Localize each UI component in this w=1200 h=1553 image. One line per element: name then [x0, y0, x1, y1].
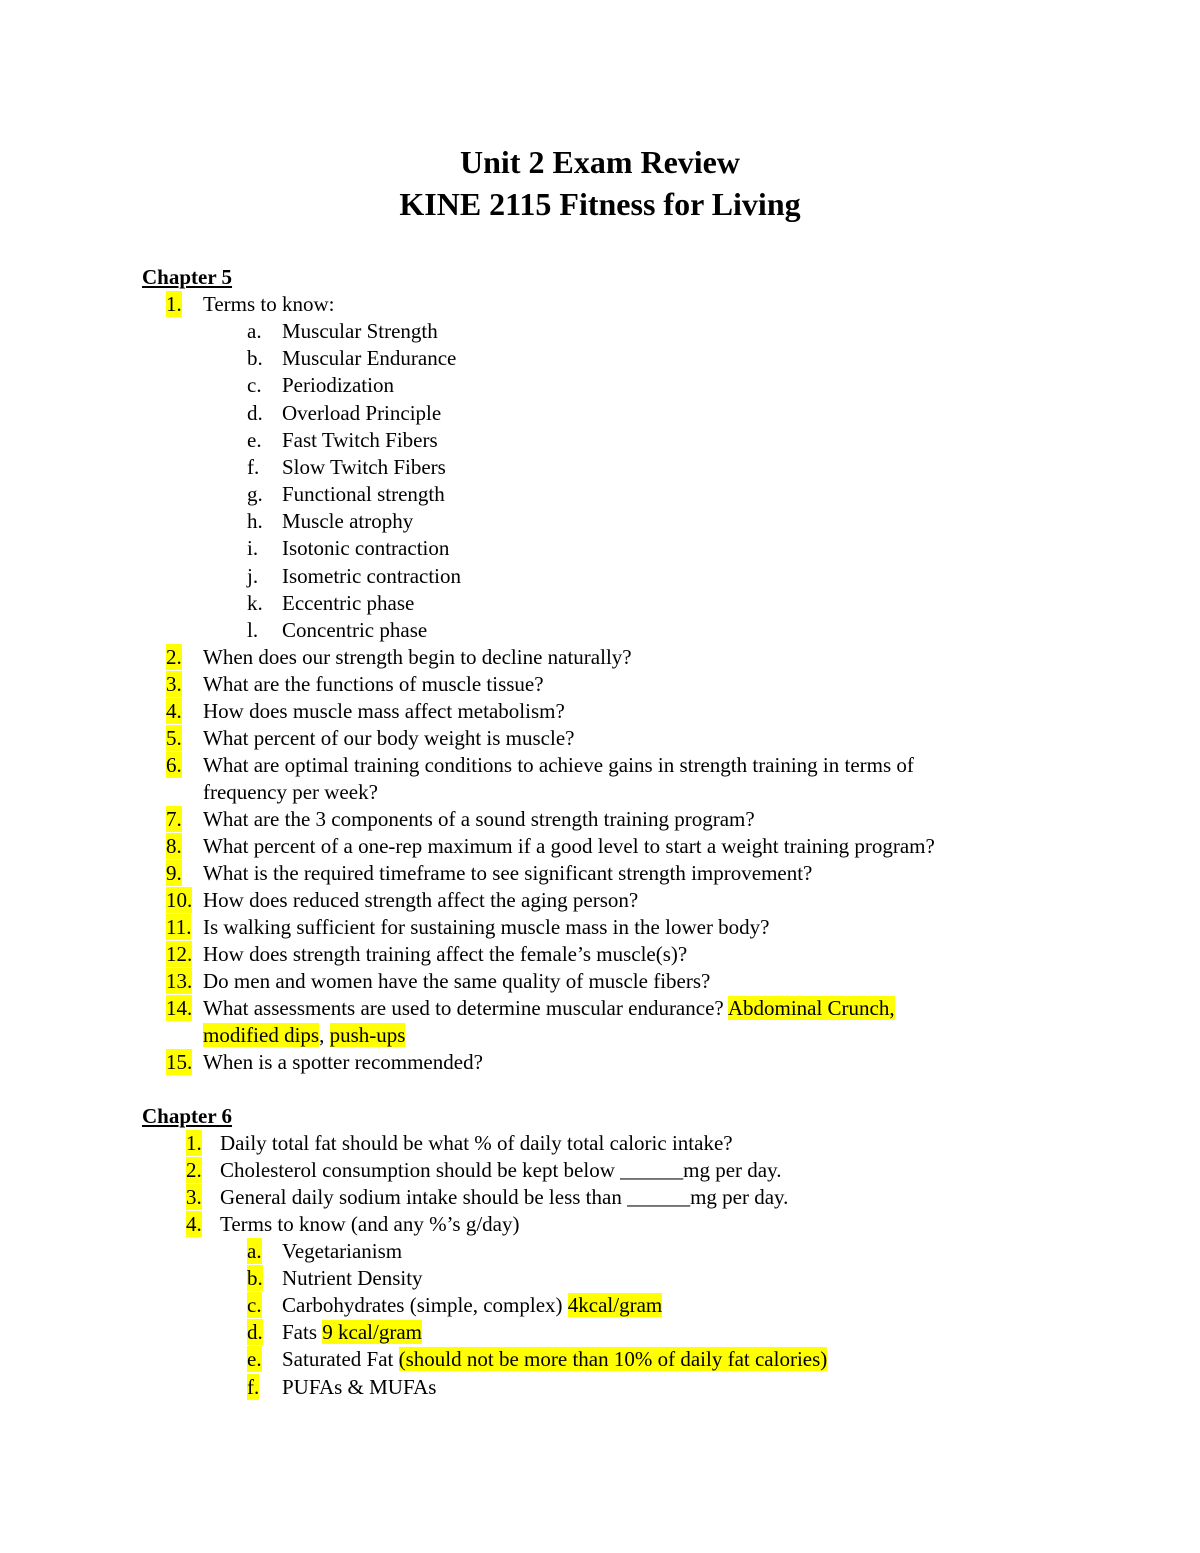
- ch5-q13-text: Do men and women have the same quality of muscle fibers?: [203, 969, 711, 993]
- ch5-q5-text: What percent of our body weight is muscle?: [203, 726, 575, 750]
- ch6-q1-number: 1.: [186, 1131, 202, 1155]
- ch5-q3-text: What are the functions of muscle tissue?: [203, 672, 544, 696]
- term-text-wrap: [282, 1346, 827, 1372]
- ch5-q8-number: 8.: [166, 834, 182, 858]
- term-letter: c.: [247, 373, 262, 397]
- ch5-q14-answer-3: push-ups: [329, 1023, 406, 1047]
- ch5-q9-text: What is the required timeframe to see significant strength improvement?: [203, 861, 813, 885]
- term-text: Functional strength: [282, 482, 445, 506]
- ch5-q1-text: Terms to know:: [203, 292, 335, 316]
- term-text: Muscle atrophy: [282, 509, 414, 533]
- term-text: Carbohydrates (simple, complex): [282, 1293, 568, 1317]
- term-text-wrap: [282, 1319, 422, 1345]
- term-letter: a.: [247, 1239, 262, 1263]
- ch5-q2-text: When does our strength begin to decline naturally?: [203, 645, 632, 669]
- ch5-q7-number: 7.: [166, 807, 182, 831]
- term-letter: g.: [247, 482, 263, 506]
- term-letter: b.: [247, 1266, 263, 1290]
- term-text: Isometric contraction: [282, 564, 462, 588]
- term-text: Fast Twitch Fibers: [282, 428, 438, 452]
- ch6-q3-text: General daily sodium intake should be less than ______mg per day.: [220, 1185, 789, 1209]
- term-answer: (should not be more than 10% of daily fat calories): [398, 1347, 828, 1371]
- ch5-q6-number: 6.: [166, 753, 182, 777]
- term-letter: b.: [247, 346, 263, 370]
- ch5-q14-separator: ,: [319, 1023, 325, 1047]
- ch6-q2-number: 2.: [186, 1158, 202, 1182]
- course-title: KINE 2115 Fitness for Living: [399, 186, 801, 222]
- ch5-q12-number: 12.: [166, 942, 193, 966]
- ch5-q2-number: 2.: [166, 645, 182, 669]
- ch5-q11-number: 11.: [166, 915, 192, 939]
- term-letter: e.: [247, 1347, 262, 1371]
- ch5-q4-text: How does muscle mass affect metabolism?: [203, 699, 565, 723]
- term-letter: l.: [247, 618, 259, 642]
- term-text-wrap: [282, 1292, 662, 1318]
- term-text: PUFAs & MUFAs: [282, 1375, 437, 1399]
- term-text: Fats: [282, 1320, 323, 1344]
- ch5-q5-number: 5.: [166, 726, 182, 750]
- ch5-q14-text-wrap: [203, 995, 895, 1021]
- term-text: Eccentric phase: [282, 591, 415, 615]
- ch6-q4-number: 4.: [186, 1212, 202, 1236]
- ch5-q7-text: What are the 3 components of a sound strength training program?: [203, 807, 755, 831]
- ch6-q2-text: Cholesterol consumption should be kept below ______mg per day.: [220, 1158, 782, 1182]
- ch5-q12-text: How does strength training affect the female’s muscle(s)?: [203, 942, 688, 966]
- term-letter: d.: [247, 401, 263, 425]
- term-answer: 4kcal/gram: [567, 1293, 663, 1317]
- term-text: Slow Twitch Fibers: [282, 455, 446, 479]
- ch6-q3-number: 3.: [186, 1185, 202, 1209]
- ch6-q1-text: Daily total fat should be what % of daily total caloric intake?: [220, 1131, 733, 1155]
- term-text: Periodization: [282, 373, 394, 397]
- term-letter: a.: [247, 319, 262, 343]
- term-text: Nutrient Density: [282, 1266, 423, 1290]
- document-title: Unit 2 Exam Review: [460, 144, 740, 180]
- ch5-q6-text: What are optimal training conditions to achieve gains in strength training in terms of: [203, 753, 914, 777]
- term-letter: h.: [247, 509, 263, 533]
- term-letter: d.: [247, 1320, 263, 1344]
- ch5-q14-answers-wrap: [203, 1022, 405, 1048]
- ch5-q10-text: How does reduced strength affect the aging person?: [203, 888, 639, 912]
- term-text: Vegetarianism: [282, 1239, 403, 1263]
- ch5-q15-text: When is a spotter recommended?: [203, 1050, 483, 1074]
- ch5-q3-number: 3.: [166, 672, 182, 696]
- chapter5-heading: Chapter 5: [142, 265, 233, 289]
- term-letter: e.: [247, 428, 262, 452]
- term-text: Isotonic contraction: [282, 536, 450, 560]
- ch5-q14-number: 14.: [166, 996, 193, 1020]
- term-text: Muscular Strength: [282, 319, 438, 343]
- ch5-q9-number: 9.: [166, 861, 182, 885]
- term-text: Overload Principle: [282, 401, 442, 425]
- term-letter: i.: [247, 536, 259, 560]
- term-letter: c.: [247, 1293, 262, 1317]
- term-text: Muscular Endurance: [282, 346, 457, 370]
- ch5-q10-number: 10.: [166, 888, 193, 912]
- ch5-q14-text: What assessments are used to determine muscular endurance?: [203, 996, 724, 1020]
- term-letter: f.: [247, 455, 260, 479]
- ch5-q11-text: Is walking sufficient for sustaining muscle mass in the lower body?: [203, 915, 770, 939]
- term-letter: k.: [247, 591, 263, 615]
- term-letter: f.: [247, 1375, 260, 1399]
- ch5-q13-number: 13.: [166, 969, 193, 993]
- ch5-q15-number: 15.: [166, 1050, 193, 1074]
- ch5-q8-text: What percent of a one-rep maximum if a good level to start a weight training program?: [203, 834, 935, 858]
- ch5-q14-answer-2: modified dips: [203, 1023, 320, 1047]
- term-answer: 9 kcal/gram: [322, 1320, 422, 1344]
- term-text: Saturated Fat: [282, 1347, 399, 1371]
- ch5-q1-number: 1.: [166, 292, 182, 316]
- chapter6-heading: Chapter 6: [142, 1104, 233, 1128]
- ch6-q4-text: Terms to know (and any %’s g/day): [220, 1212, 520, 1236]
- term-letter: j.: [247, 564, 259, 588]
- ch5-q14-answer-1: Abdominal Crunch,: [727, 996, 895, 1020]
- ch5-q4-number: 4.: [166, 699, 182, 723]
- term-text: Concentric phase: [282, 618, 428, 642]
- ch5-q6-text-cont: frequency per week?: [203, 780, 378, 804]
